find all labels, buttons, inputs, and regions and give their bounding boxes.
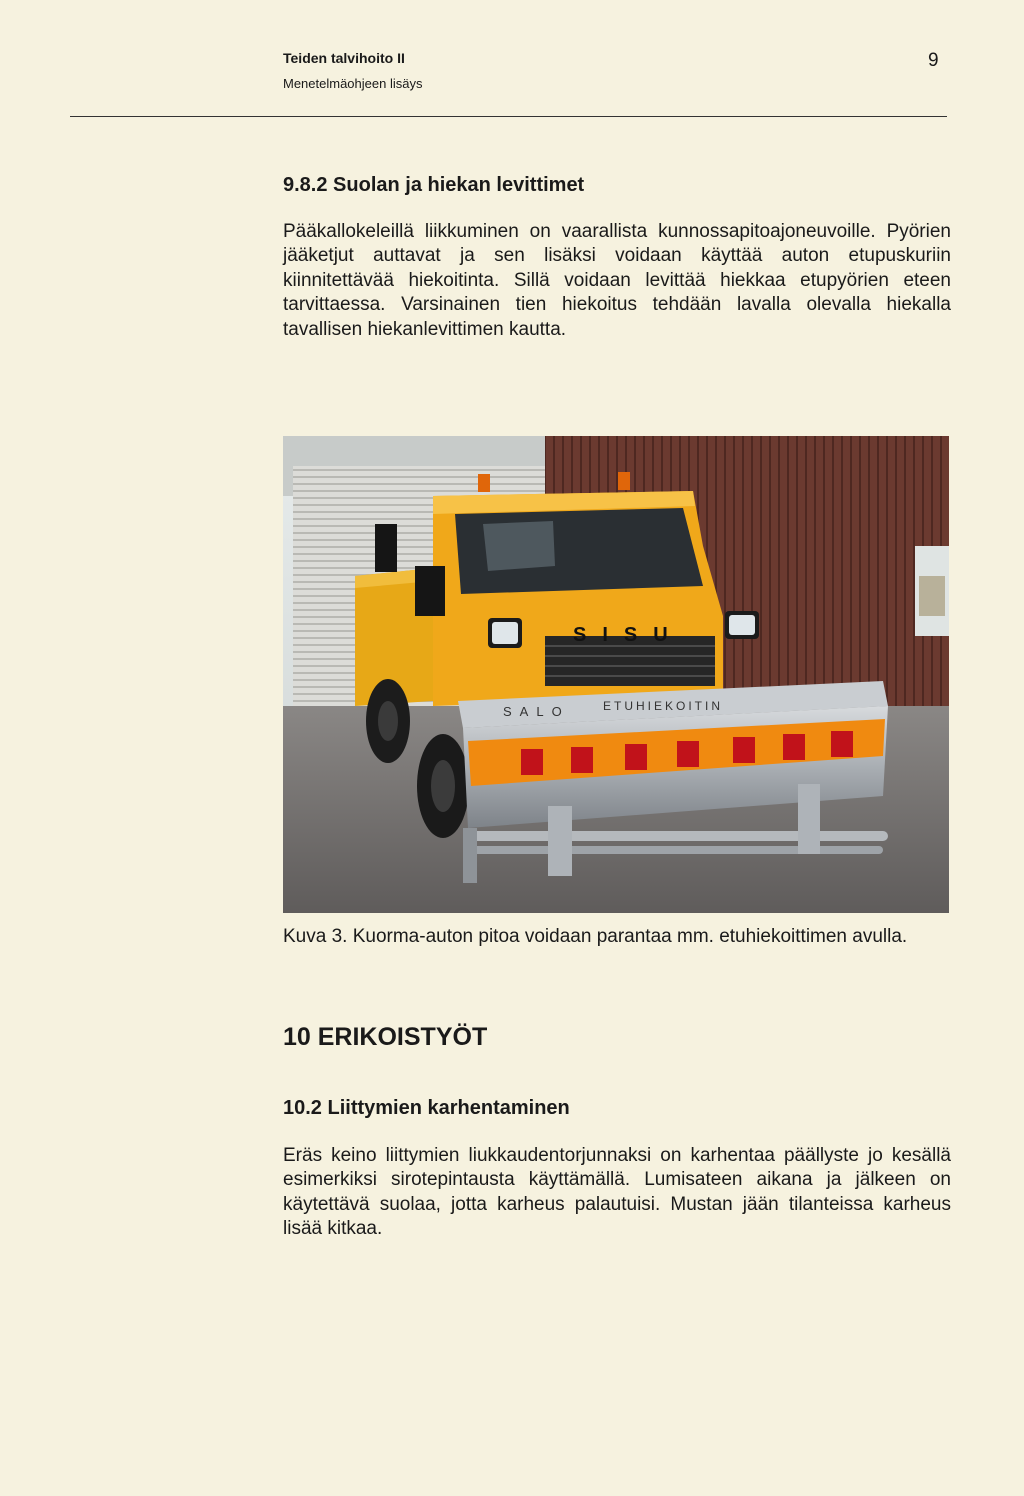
spreader-brand: SALO bbox=[503, 704, 570, 719]
truck-photo bbox=[283, 436, 949, 913]
page-number: 9 bbox=[928, 50, 939, 71]
header-divider bbox=[70, 116, 947, 117]
section-heading-9-8-2: 9.8.2 Suolan ja hiekan levittimet bbox=[283, 174, 585, 196]
section-heading-10-2: 10.2 Liittymien karhentaminen bbox=[283, 1097, 570, 1119]
section-10-2-paragraph: Eräs keino liittymien liukkaudentorjunnaksi on karhentaa päällyste jo kesällä esimerkiksi sirotepintausta käyttämällä. Lumisateen aikana ja jälkeen on käytettävä suolaa, jotta karheus palautuisi. Mustan jään tilanteissa karheus lisää kitkaa. bbox=[283, 1145, 951, 1240]
section-9-8-2-paragraph: Pääkallokeleillä liikkuminen on vaarallista kunnossapitoajoneuvoille. Pyörien jääketjut auttavat ja sen lisäksi voidaan käyttää auton etupuskuriin kiinnitettävää hiekoitinta. Sillä voidaan levittää hiekkaa etupyörien eteen tarvittaessa. Varsinainen tien hiekoitus tehdään lavalla olevalla hiekalla tavallisen hiekanlevittimen kautta. bbox=[283, 221, 951, 340]
running-header-title: Teiden talvihoito II bbox=[283, 50, 405, 66]
chapter-heading-10: 10 ERIKOISTYÖT bbox=[283, 1023, 488, 1051]
truck-badge: SISU bbox=[573, 624, 684, 646]
running-header-subtitle: Menetelmäohjeen lisäys bbox=[283, 76, 423, 91]
spreader-label: ETUHIEKOITIN bbox=[603, 699, 724, 713]
figure-caption: Kuva 3. Kuorma-auton pitoa voidaan parantaa mm. etuhiekoittimen avulla. bbox=[283, 926, 908, 947]
